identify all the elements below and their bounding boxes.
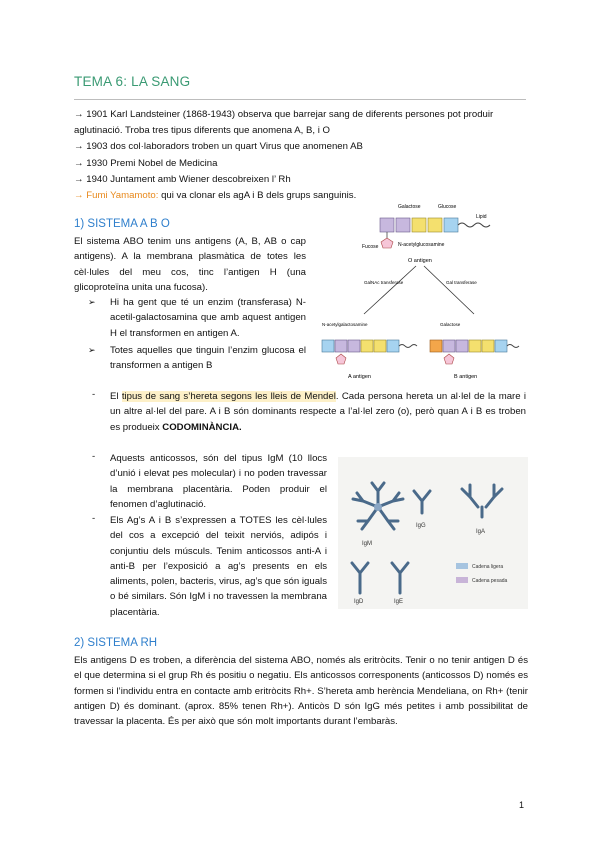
intro-item: → 1903 dos col·laboradors troben un quart Virus que anomenen AB [74,141,363,153]
legend-heavy-swatch [456,577,468,583]
arrow-to-a [364,266,416,314]
label-igd: IgD [354,599,364,605]
label-galnac-transferase: GalNAc transferase [364,280,404,285]
page-number: 1 [518,800,524,810]
label-igg: IgG [416,523,426,529]
figure-background [338,457,528,609]
abo-antigen-diagram [318,198,528,380]
page-title: TEMA 6: LA SANG [74,74,191,89]
label-ige: IgE [394,599,404,605]
dash-text: . Cada persona hereta un al·lel de la mare i un altre al·lel del pare. A i B són dominants respecte a l’al·lel zero (o), però quan A i B es troben es produeix [110,391,526,433]
label-o-antigen: O antigen [408,258,432,264]
intro-item: → 1901 Karl Landsteiner (1868-1943) observa que barrejar sang de diferents persones pot produir aglutinació. Troba tres tipus diferents que anomena A, B, i O [74,109,494,137]
intro-item: → 1930 Premi Nobel de Medicina [74,157,218,169]
section2-paragraph: Els antigens D es troben, a diferència del sistema ABO, només als eritròcits. Tenir o no tenir antigen D és el que determina si el grup Rh és positiu o negatiu. Els anticossos corresponents (anticossos D) només es formen si l’individu entra en contacte amb eritròcits Rh+. S’hereta amb herència Mendeliana, on Rh+ (tenir antigen D) és dominant. (aprox. 85% tenen Rh+). Anticòs D són IgG més petites i amb possibilitat de travessar la placenta. És per això que són molt importants durant l’embaràs. [74,655,528,728]
arrow-to-b [424,266,474,314]
label-b-antigen: B antigen [454,374,478,380]
dash-marker: - [92,513,96,524]
label-glucose: Glucose [438,204,457,210]
dash-marker: - [92,451,96,462]
intro-item-text: qui va clonar els agA i B dels grups sanguinis. [158,190,357,202]
intro-item: → 1940 Juntament amb Wiener descobreixen l’ Rh [74,173,291,185]
a-antigen-chain [322,340,417,364]
label-igm: IgM [362,541,373,547]
legend-heavy-label: Cadena pesada [472,578,508,584]
title-divider [74,99,526,100]
label-fucose: Fucose [362,244,379,250]
legend-light-swatch [456,563,468,569]
dash-item-inheritance [110,389,526,435]
intro-highlight-name: → Fumi Yamamoto: [74,190,159,202]
label-nacetyl: N-acetylglucosamine [398,242,445,248]
bullet-item: Totes aquelles que tinguin l’enzim glucosa el transformen a antigen B [110,345,306,372]
dash-item-expression: Els Ag’s A i B s’expressen a TOTES les cèl·lules del cos a excepció del teixit nerviós, adipós i conjuntiu dels músculs. Tenim anticossos anti-A i anti-B per l’exposició a ag’s presents en els aliments, polen, bacteris, virus, ag’s que són iguals o bé similars. Són IgM i no travessen la membrana placentària. [110,515,327,618]
section1-paragraph: El sistema ABO tenim uns antigens (A, B, AB o cap antigens). A la membrana plasmàtica de totes les cèl·lules del meu cos, tinc l’antigen H (una glicoproteïna unita una fucosa). [74,236,306,293]
dash-marker: - [92,389,96,400]
label-nacetylgalactosamine: N-acetylgalactosamine [322,322,368,327]
section1-heading: 1) SISTEMA A B O [74,218,170,230]
legend-light-label: Cadena ligera [472,564,504,570]
bullet-arrow-icon: ➢ [88,297,96,307]
b-antigen-chain [430,340,519,364]
label-gal-transferase: Gal transferase [446,280,477,285]
dash-item-antibodies: Aquests anticossos, són del tipus IgM (10 llocs d’unió i elevat pes molecular) i no poden travessar la membrana placentària. Poden produir el fenomen d’aglutinació. [110,453,327,510]
highlighted-text: tipus de sang s’hereta segons les lleis de Mendel [121,391,336,402]
intro-list [74,107,529,204]
section2-heading: 2) SISTEMA RH [74,637,158,649]
label-iga: IgA [476,529,486,535]
label-galactose: Galactose [398,204,421,210]
label-galactose-b: Galactose [440,322,461,327]
bullet-item: Hi ha gent que té un enzim (transferasa) N-acetil-galactosamina que amb aquest antigen H el transformen en antigen A. [110,297,306,339]
antibody-types-figure [338,457,528,609]
label-a-antigen: A antigen [348,374,371,380]
bold-term: CODOMINÀNCIA. [162,421,242,433]
dash-text: El [110,391,122,402]
igm-j-chain [374,503,382,511]
bullet-arrow-icon: ➢ [88,345,96,355]
label-lipid: Lipid [476,214,487,220]
